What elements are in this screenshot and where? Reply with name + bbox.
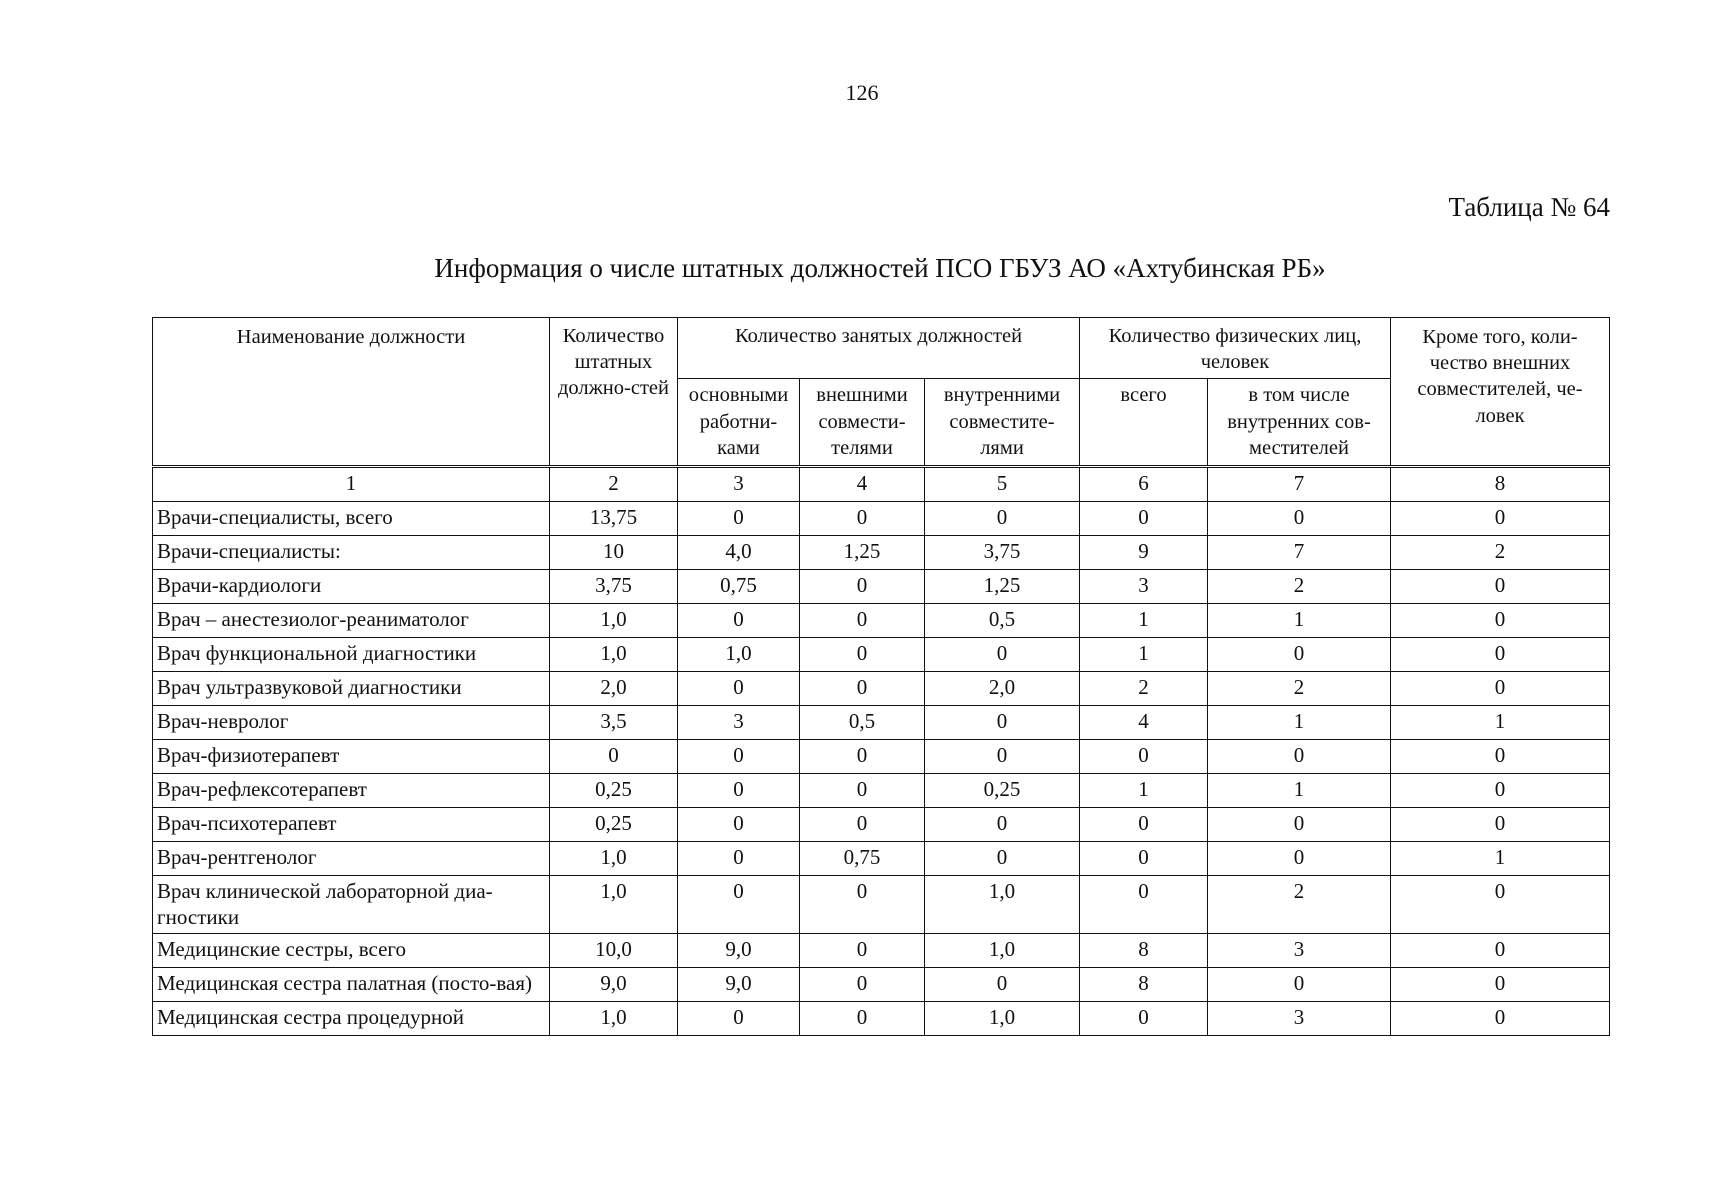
external-extra-cell: 0 [1391,502,1610,536]
position-name-cell: Врачи-кардиологи [153,570,550,604]
staff-positions-cell: 1,0 [550,876,678,933]
header-occupied-external: внешними совмести-телями [800,379,925,467]
persons-internal-cell: 1 [1208,604,1391,638]
occupied-main-cell: 4,0 [678,536,800,570]
persons-internal-cell: 2 [1208,876,1391,933]
column-number: 2 [550,467,678,502]
persons-total-cell: 8 [1080,967,1208,1001]
persons-internal-cell: 1 [1208,774,1391,808]
table-row [153,842,1610,876]
position-name-cell: Врач клинической лабораторной диа-гностики [153,876,550,933]
persons-total-cell: 0 [1080,808,1208,842]
external-extra-cell: 0 [1391,876,1610,933]
occupied-main-cell: 0 [678,604,800,638]
occupied-internal-cell: 2,0 [925,672,1080,706]
table-row [153,638,1610,672]
staff-positions-table [152,317,1610,1036]
occupied-internal-cell: 3,75 [925,536,1080,570]
position-name-cell: Медицинская сестра процедурной [153,1001,550,1035]
position-name-cell: Врач-рентгенолог [153,842,550,876]
external-extra-cell: 1 [1391,842,1610,876]
occupied-internal-cell: 1,0 [925,876,1080,933]
occupied-internal-cell: 1,0 [925,933,1080,967]
column-number: 8 [1391,467,1610,502]
occupied-external-cell: 0 [800,967,925,1001]
staff-positions-cell: 9,0 [550,967,678,1001]
occupied-main-cell: 0 [678,808,800,842]
occupied-main-cell: 0 [678,876,800,933]
persons-total-cell: 1 [1080,638,1208,672]
persons-total-cell: 0 [1080,876,1208,933]
position-name-cell: Медицинские сестры, всего [153,933,550,967]
column-number: 4 [800,467,925,502]
table-row [153,604,1610,638]
external-extra-cell: 0 [1391,604,1610,638]
header-external-extra: Кроме того, коли-чество внешних совместителей, че-ловек [1391,318,1610,467]
persons-total-cell: 2 [1080,672,1208,706]
external-extra-cell: 0 [1391,967,1610,1001]
table-row [153,774,1610,808]
occupied-internal-cell: 0 [925,638,1080,672]
persons-total-cell: 9 [1080,536,1208,570]
persons-total-cell: 1 [1080,604,1208,638]
persons-internal-cell: 2 [1208,570,1391,604]
table-row [153,967,1610,1001]
table-row [153,672,1610,706]
persons-total-cell: 8 [1080,933,1208,967]
staff-positions-cell: 1,0 [550,604,678,638]
position-name-cell: Врачи-специалисты, всего [153,502,550,536]
table-row [153,536,1610,570]
occupied-external-cell: 0 [800,570,925,604]
staff-positions-cell: 1,0 [550,842,678,876]
external-extra-cell: 0 [1391,570,1610,604]
occupied-external-cell: 0 [800,808,925,842]
occupied-main-cell: 0 [678,502,800,536]
persons-internal-cell: 0 [1208,740,1391,774]
staff-positions-cell: 13,75 [550,502,678,536]
occupied-main-cell: 0 [678,1001,800,1035]
occupied-main-cell: 9,0 [678,933,800,967]
occupied-internal-cell: 1,0 [925,1001,1080,1035]
table-row [153,1001,1610,1035]
occupied-internal-cell: 0 [925,706,1080,740]
persons-total-cell: 3 [1080,570,1208,604]
external-extra-cell: 1 [1391,706,1610,740]
persons-total-cell: 1 [1080,774,1208,808]
staff-positions-cell: 0,25 [550,774,678,808]
occupied-external-cell: 0 [800,672,925,706]
position-name-cell: Врач ультразвуковой диагностики [153,672,550,706]
header-occupied-internal: внутренними совместите-лями [925,379,1080,467]
occupied-external-cell: 1,25 [800,536,925,570]
persons-total-cell: 4 [1080,706,1208,740]
persons-internal-cell: 0 [1208,842,1391,876]
occupied-internal-cell: 1,25 [925,570,1080,604]
header-position-name: Наименование должности [153,318,550,467]
occupied-external-cell: 0 [800,638,925,672]
staff-positions-cell: 1,0 [550,638,678,672]
persons-total-cell: 0 [1080,740,1208,774]
table-row [153,740,1610,774]
table-row [153,706,1610,740]
header-persons-group: Количество физических лиц, человек [1080,318,1391,379]
external-extra-cell: 0 [1391,672,1610,706]
page-number: 126 [845,80,879,105]
document-title: Информация о числе штатных должностей ПСО ГБУЗ АО «Ахтубинская РБ» [434,253,1326,283]
position-name-cell: Врач – анестезиолог-реаниматолог [153,604,550,638]
persons-total-cell: 0 [1080,842,1208,876]
position-name-cell: Врач-рефлексотерапевт [153,774,550,808]
table-row [153,570,1610,604]
occupied-external-cell: 0 [800,502,925,536]
occupied-main-cell: 0 [678,842,800,876]
staff-positions-cell: 10 [550,536,678,570]
persons-internal-cell: 7 [1208,536,1391,570]
external-extra-cell: 0 [1391,774,1610,808]
external-extra-cell: 0 [1391,1001,1610,1035]
occupied-main-cell: 3 [678,706,800,740]
occupied-internal-cell: 0,25 [925,774,1080,808]
occupied-internal-cell: 0 [925,740,1080,774]
occupied-main-cell: 0 [678,740,800,774]
occupied-internal-cell: 0,5 [925,604,1080,638]
table-row [153,876,1610,933]
occupied-external-cell: 0 [800,604,925,638]
occupied-main-cell: 0 [678,774,800,808]
occupied-external-cell: 0 [800,933,925,967]
column-number: 6 [1080,467,1208,502]
persons-internal-cell: 3 [1208,933,1391,967]
column-number: 1 [153,467,550,502]
external-extra-cell: 0 [1391,933,1610,967]
header-occupied-main: основными работни-ками [678,379,800,467]
occupied-external-cell: 0 [800,1001,925,1035]
persons-internal-cell: 0 [1208,502,1391,536]
position-name-cell: Врачи-специалисты: [153,536,550,570]
header-staff-positions: Количество штатных должно-стей [550,318,678,467]
table-row [153,502,1610,536]
persons-total-cell: 0 [1080,502,1208,536]
occupied-external-cell: 0 [800,774,925,808]
header-row-top [153,318,1610,379]
occupied-main-cell: 9,0 [678,967,800,1001]
occupied-internal-cell: 0 [925,808,1080,842]
position-name-cell: Врач-невролог [153,706,550,740]
occupied-internal-cell: 0 [925,842,1080,876]
occupied-external-cell: 0 [800,876,925,933]
header-persons-internal: в том числе внутренних сов-местителей [1208,379,1391,467]
header-persons-total: всего [1080,379,1208,467]
persons-internal-cell: 3 [1208,1001,1391,1035]
staff-positions-cell: 10,0 [550,933,678,967]
position-name-cell: Врач функциональной диагностики [153,638,550,672]
persons-internal-cell: 0 [1208,808,1391,842]
header-occupied-group: Количество занятых должностей [678,318,1080,379]
column-number: 7 [1208,467,1391,502]
column-number-row [153,467,1610,502]
persons-internal-cell: 0 [1208,638,1391,672]
occupied-internal-cell: 0 [925,967,1080,1001]
external-extra-cell: 2 [1391,536,1610,570]
staff-positions-cell: 0 [550,740,678,774]
staff-positions-cell: 3,5 [550,706,678,740]
staff-positions-cell: 1,0 [550,1001,678,1035]
table-number: Таблица № 64 [1448,192,1610,222]
persons-internal-cell: 0 [1208,967,1391,1001]
staff-positions-cell: 0,25 [550,808,678,842]
occupied-main-cell: 1,0 [678,638,800,672]
external-extra-cell: 0 [1391,808,1610,842]
occupied-external-cell: 0 [800,740,925,774]
position-name-cell: Медицинская сестра палатная (посто-вая) [153,967,550,1001]
external-extra-cell: 0 [1391,740,1610,774]
staff-positions-cell: 3,75 [550,570,678,604]
occupied-external-cell: 0,5 [800,706,925,740]
staff-positions-cell: 2,0 [550,672,678,706]
table-row [153,808,1610,842]
column-number: 5 [925,467,1080,502]
persons-internal-cell: 1 [1208,706,1391,740]
position-name-cell: Врач-психотерапевт [153,808,550,842]
column-number: 3 [678,467,800,502]
occupied-external-cell: 0,75 [800,842,925,876]
occupied-main-cell: 0,75 [678,570,800,604]
persons-internal-cell: 2 [1208,672,1391,706]
persons-total-cell: 0 [1080,1001,1208,1035]
occupied-main-cell: 0 [678,672,800,706]
table-row [153,933,1610,967]
external-extra-cell: 0 [1391,638,1610,672]
occupied-internal-cell: 0 [925,502,1080,536]
position-name-cell: Врач-физиотерапевт [153,740,550,774]
